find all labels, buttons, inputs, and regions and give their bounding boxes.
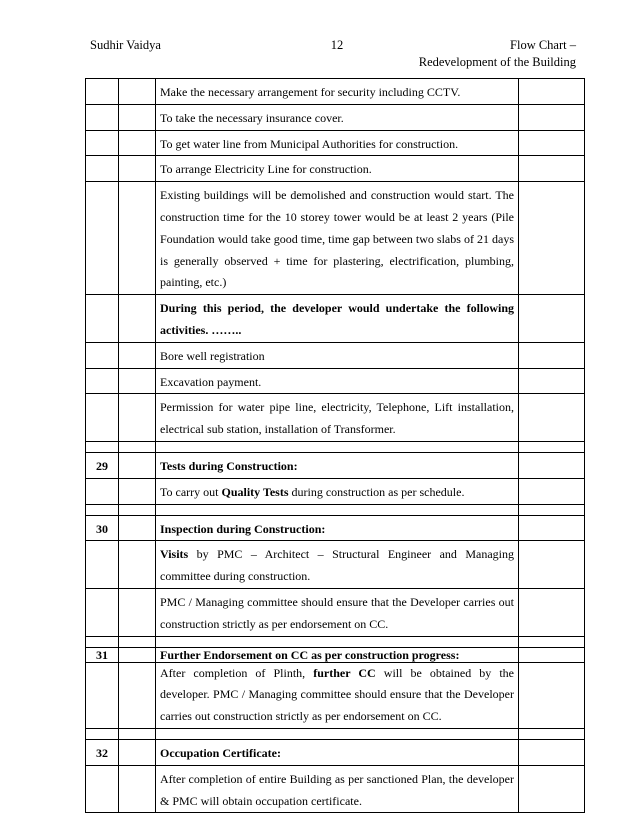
page-number: 12 [330, 38, 344, 52]
blank-cell [119, 156, 156, 182]
step-description-cell: Make the necessary arrangement for security including CCTV. [156, 79, 519, 105]
flow-chart-table [85, 78, 585, 813]
step-number-cell: 30 [86, 515, 119, 541]
table-row [86, 541, 585, 589]
spacer-cell [119, 728, 156, 739]
step-description-cell: After completion of entire Building as per sanctioned Plan, the developer & PMC will obtain occupation certificate. [156, 765, 519, 813]
remarks-cell [519, 452, 585, 478]
table-row [86, 182, 585, 295]
remarks-cell [519, 515, 585, 541]
spacer-row [86, 636, 585, 647]
activities-heading-cell [156, 295, 519, 343]
remarks-cell [519, 79, 585, 105]
step-number-cell [86, 342, 119, 368]
remarks-cell [519, 662, 585, 728]
step-description-cell: To take the necessary insurance cover. [156, 104, 519, 130]
table-row [86, 647, 585, 662]
spacer-cell [86, 728, 119, 739]
step-number-cell [86, 765, 119, 813]
blank-cell [119, 541, 156, 589]
step-heading: Tests during Construction: [160, 458, 298, 473]
remarks-cell [519, 104, 585, 130]
step-heading-cell [156, 452, 519, 478]
table-row [86, 156, 585, 182]
step-description-cell: To get water line from Municipal Authorities for construction. [156, 130, 519, 156]
remarks-cell [519, 739, 585, 765]
table-row [86, 452, 585, 478]
step-description-cell [156, 478, 519, 504]
table-row [86, 130, 585, 156]
activities-heading: During this period, the developer would undertake the following activities. …….. [160, 301, 514, 337]
blank-cell [119, 368, 156, 394]
blank-cell [119, 342, 156, 368]
header-title-line-1: Flow Chart – [510, 38, 576, 52]
step-heading-cell [156, 739, 519, 765]
spacer-cell [119, 636, 156, 647]
step-number-cell [86, 104, 119, 130]
table-row [86, 662, 585, 728]
blank-cell [119, 104, 156, 130]
blank-cell [119, 182, 156, 295]
remarks-cell [519, 368, 585, 394]
table-row [86, 295, 585, 343]
blank-cell [119, 515, 156, 541]
header-author: Sudhir Vaidya [90, 38, 161, 52]
table-row [86, 79, 585, 105]
blank-cell [119, 588, 156, 636]
emphasis-text: Quality Tests [221, 484, 289, 499]
step-description-cell: Existing buildings will be demolished and construction would start. The construction time for the 10 storey tower would be at least 2 years (Pile Foundation would take good time, time gap between two slabs of 21 days is generally observed + time for plastering, electrification, plumbing, painting, etc.) [156, 182, 519, 295]
spacer-row [86, 504, 585, 515]
emphasis-text: further CC [313, 665, 376, 680]
blank-cell [119, 478, 156, 504]
blank-cell [119, 739, 156, 765]
header-title [419, 37, 576, 71]
spacer-row [86, 728, 585, 739]
blank-cell [119, 647, 156, 662]
emphasis-text: Visits [160, 547, 189, 562]
blank-cell [119, 662, 156, 728]
remarks-cell [519, 588, 585, 636]
spacer-cell [156, 504, 519, 515]
spacer-cell [519, 636, 585, 647]
remarks-cell [519, 295, 585, 343]
step-description-cell: Permission for water pipe line, electricity, Telephone, Lift installation, electrical sub station, installation of Transformer. [156, 394, 519, 442]
text-part: by PMC – Architect – Structural Engineer and Managing committee during construction. [160, 547, 514, 584]
step-number-cell [86, 79, 119, 105]
step-number-cell [86, 478, 119, 504]
spacer-cell [519, 504, 585, 515]
table-row [86, 765, 585, 813]
blank-cell [119, 79, 156, 105]
table-row [86, 478, 585, 504]
step-number-cell: 31 [86, 647, 119, 662]
spacer-cell [86, 636, 119, 647]
spacer-cell [156, 636, 519, 647]
remarks-cell [519, 394, 585, 442]
step-heading: Inspection during Construction: [160, 521, 326, 536]
spacer-cell [119, 504, 156, 515]
blank-cell [119, 130, 156, 156]
step-number-cell [86, 588, 119, 636]
table-row [86, 342, 585, 368]
header-title-line-2: Redevelopment of the Building [418, 55, 576, 69]
spacer-cell [119, 441, 156, 452]
table-row [86, 394, 585, 442]
step-number-cell: 29 [86, 452, 119, 478]
table-row [86, 588, 585, 636]
step-number-cell [86, 295, 119, 343]
remarks-cell [519, 647, 585, 662]
table-row [86, 368, 585, 394]
blank-cell [119, 452, 156, 478]
table-row [86, 104, 585, 130]
text-part: To carry out [160, 484, 222, 499]
blank-cell [119, 394, 156, 442]
table-row [86, 515, 585, 541]
text-part: during construction as per schedule. [288, 484, 465, 499]
text-part: will be obtained by the developer. PMC / Managing committee should ensure that the Developer carries out construction strictly as per endorsement on CC. [160, 665, 514, 724]
step-description-cell: Bore well registration [156, 342, 519, 368]
step-description-cell: PMC / Managing committee should ensure that the Developer carries out construction strictly as per endorsement on CC. [156, 588, 519, 636]
spacer-cell [86, 504, 119, 515]
spacer-cell [156, 728, 519, 739]
remarks-cell [519, 342, 585, 368]
spacer-cell [519, 441, 585, 452]
spacer-cell [156, 441, 519, 452]
remarks-cell [519, 478, 585, 504]
remarks-cell [519, 765, 585, 813]
spacer-cell [519, 728, 585, 739]
step-heading-cell [156, 515, 519, 541]
remarks-cell [519, 182, 585, 295]
step-heading-cell [156, 647, 519, 662]
step-number-cell [86, 394, 119, 442]
step-number-cell: 32 [86, 739, 119, 765]
step-description-cell: Excavation payment. [156, 368, 519, 394]
step-number-cell [86, 182, 119, 295]
step-number-cell [86, 662, 119, 728]
step-description-cell [156, 541, 519, 589]
spacer-row [86, 441, 585, 452]
spacer-cell [86, 441, 119, 452]
step-description-cell: To arrange Electricity Line for construction. [156, 156, 519, 182]
step-number-cell [86, 368, 119, 394]
step-heading: Occupation Certificate: [160, 745, 281, 760]
remarks-cell [519, 130, 585, 156]
blank-cell [119, 295, 156, 343]
step-number-cell [86, 156, 119, 182]
step-heading: Further Endorsement on CC as per construction progress: [160, 647, 460, 662]
step-number-cell [86, 541, 119, 589]
step-description-cell [156, 662, 519, 728]
table-row [86, 739, 585, 765]
remarks-cell [519, 156, 585, 182]
blank-cell [119, 765, 156, 813]
remarks-cell [519, 541, 585, 589]
text-part: After completion of Plinth, [160, 665, 314, 680]
step-number-cell [86, 130, 119, 156]
